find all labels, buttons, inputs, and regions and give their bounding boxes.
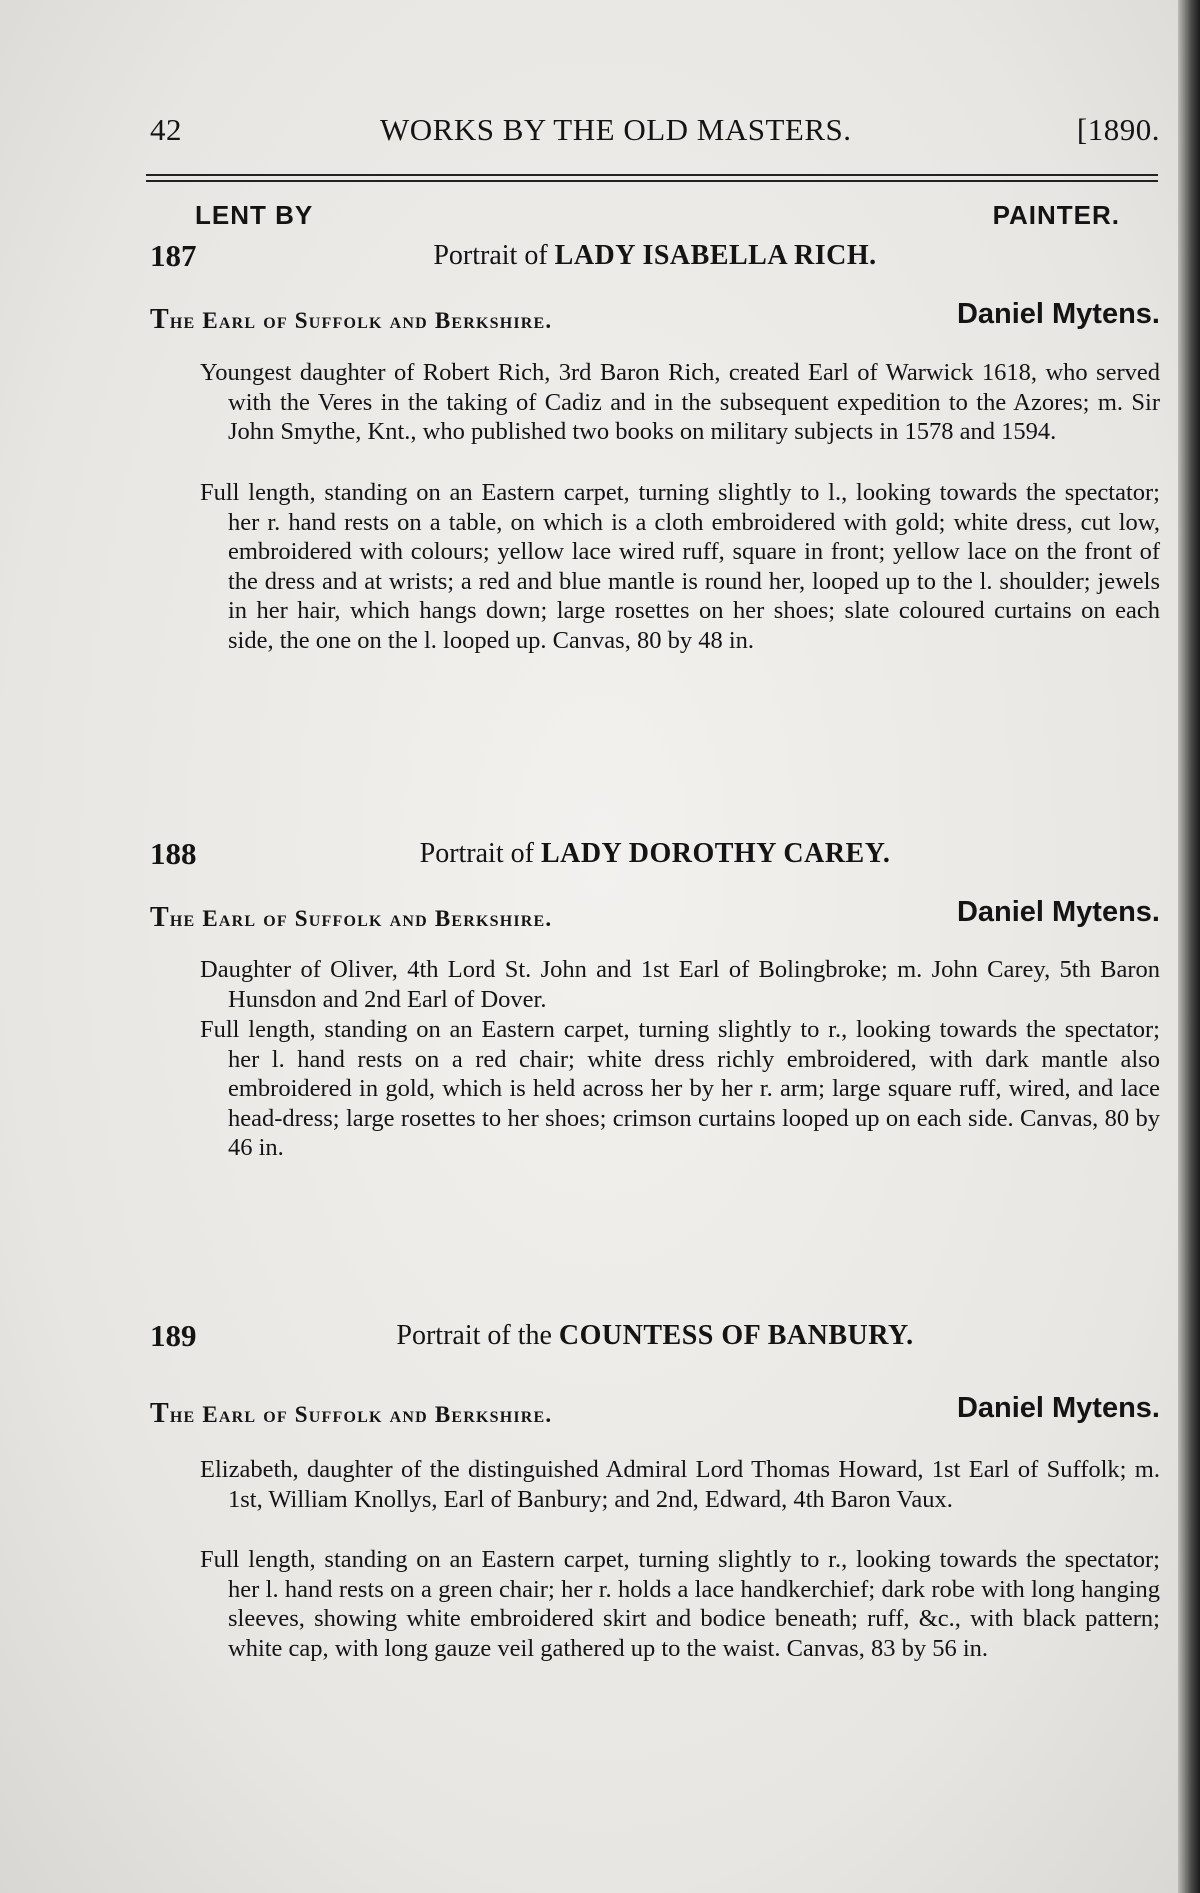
sitter-name: LADY DOROTHY CAREY. <box>540 838 891 869</box>
entry-188-lender-line <box>150 896 1160 940</box>
title-prefix: Portrait of <box>419 838 534 869</box>
sitter-name: COUNTESS OF BANBURY. <box>558 1320 914 1351</box>
running-title: WORKS BY THE OLD MASTERS. <box>380 112 852 147</box>
entry-188-description: Full length, standing on an Eastern carpet, turning slightly to r., looking towards the spectator; her l. hand rests on a red chair; white dress richly embroidered, with dark mantle also embroidered in gold, which is held across her by her r. arm; large square ruff, wired, and lace head-dress; large rosettes to her shoes; crimson curtains looped up on each side. Canvas, 80 by 46 in. <box>200 1016 1160 1161</box>
header-rule-top <box>146 174 1158 176</box>
painter-name: Daniel Mytens. <box>956 1392 1160 1424</box>
page-header <box>150 112 1160 162</box>
entry-187-biography: Youngest daughter of Robert Rich, 3rd Baron Rich, created Earl of Warwick 1618, who served with the Veres in the taking of Cadiz and in the subsequent expedition to the Azores; m. Sir John Smythe, Knt., who published two books on military subjects in 1578 and 1594. <box>200 359 1160 445</box>
lender-name: The Earl of Suffolk and Berkshire. <box>150 304 553 335</box>
entry-number: 187 <box>150 238 197 273</box>
header-rule-bottom <box>146 180 1158 182</box>
lender-name: The Earl of Suffolk and Berkshire. <box>150 902 553 933</box>
year-marker: [1890. <box>1076 112 1160 147</box>
entry-189-description: Full length, standing on an Eastern carpet, turning slightly to r., looking towards the spectator; her l. hand rests on a green chair; her r. holds a lace handkerchief; dark robe with long hanging sleeves, showing white embroidered skirt and bodice beneath; ruff, &c., with black pattern; white cap, with long gauze veil gathered up to the waist. Canvas, 83 by 56 in. <box>200 1546 1160 1662</box>
painter-heading: PAINTER. <box>992 200 1120 230</box>
lent-by-heading: LENT BY <box>195 200 314 230</box>
page-number: 42 <box>150 112 182 147</box>
entry-188-biography: Daughter of Oliver, 4th Lord St. John and 1st Earl of Bolingbroke; m. John Carey, 5th Baron Hunsdon and 2nd Earl of Dover. <box>200 956 1160 1013</box>
entry-number: 188 <box>150 836 197 871</box>
title-prefix: Portrait of <box>433 240 548 271</box>
entry-number: 189 <box>150 1318 197 1353</box>
scan-page-edge <box>1178 0 1200 1893</box>
entry-title <box>150 838 1160 870</box>
entry-189-biography: Elizabeth, daughter of the distinguished Admiral Lord Thomas Howard, 1st Earl of Suffolk; m. 1st, William Knollys, Earl of Banbury; and 2nd, Edward, 4th Baron Vaux. <box>200 1456 1160 1513</box>
sitter-name: LADY ISABELLA RICH. <box>554 240 877 271</box>
entry-187-lender-line <box>150 298 1160 342</box>
entry-title <box>150 240 1160 272</box>
entry-189-heading <box>150 1318 1160 1362</box>
entry-title <box>150 1320 1160 1352</box>
entry-189-lender-line <box>150 1392 1160 1436</box>
entry-187-description: Full length, standing on an Eastern carpet, turning slightly to l., looking towards the spectator; her r. hand rests on a table, on which is a cloth embroidered with gold; white dress, cut low, embroidered with colours; yellow lace wired ruff, square in front; yellow lace on the front of the dress and at wrists; a red and blue mantle is round her, looped up to the l. shoulder; jewels in her hair, which hangs down; large rosettes on her shoes; slate coloured curtains on each side, the one on the l. looped up. Canvas, 80 by 48 in. <box>200 479 1160 654</box>
lender-name: The Earl of Suffolk and Berkshire. <box>150 1398 553 1429</box>
entry-188-heading <box>150 836 1160 880</box>
painter-name: Daniel Mytens. <box>956 298 1160 330</box>
entry-187-heading <box>150 238 1160 282</box>
title-prefix: Portrait of the <box>396 1320 552 1351</box>
painter-name: Daniel Mytens. <box>956 896 1160 928</box>
